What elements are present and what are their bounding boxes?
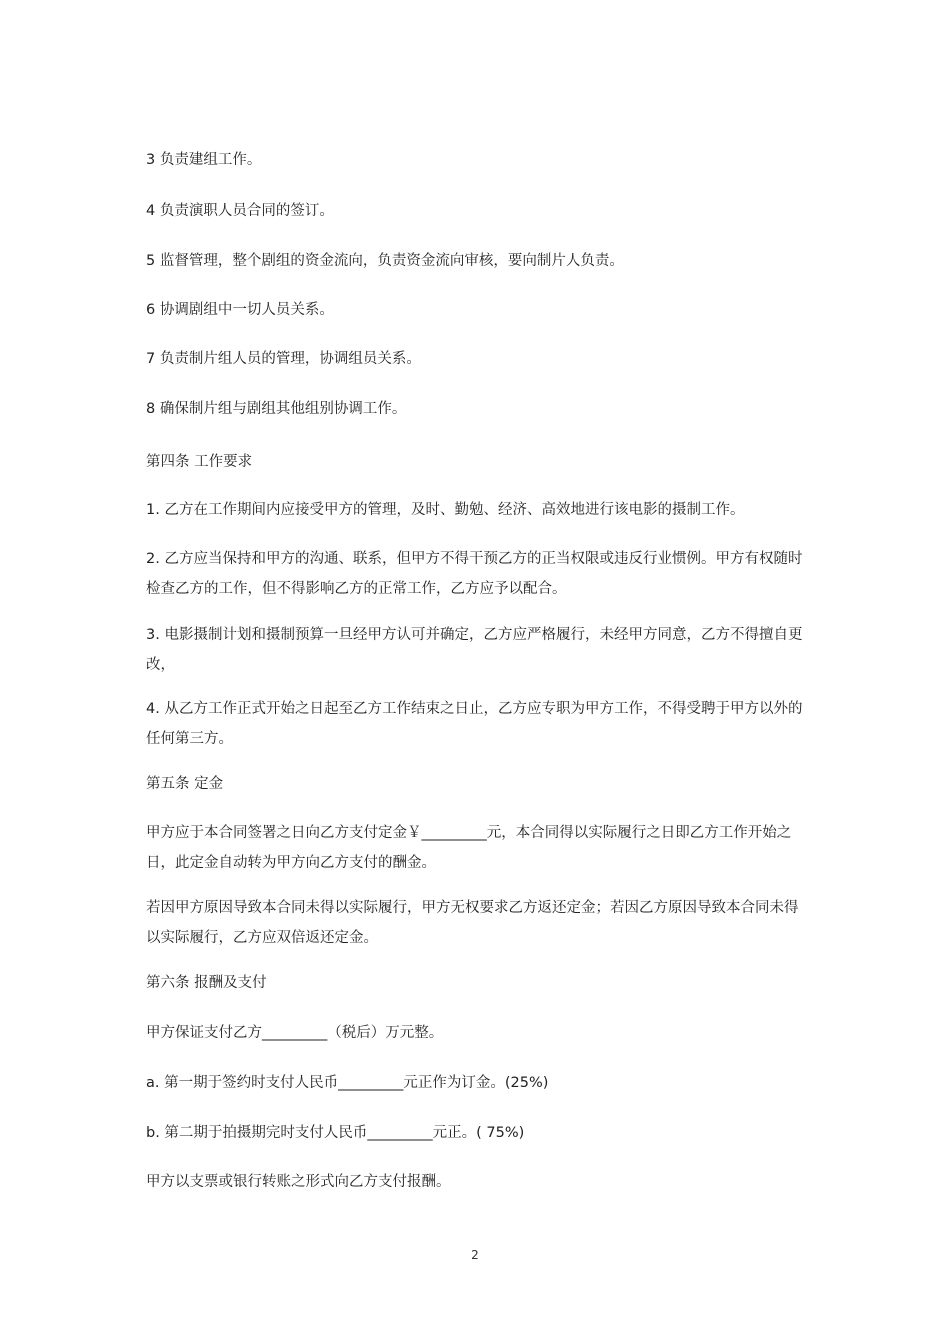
requirement-4: 4. 从乙方工作正式开始之日起至乙方工作结束之日止，乙方应专职为甲方工作，不得受聘于甲方以外的任何第三方。 [146,701,803,747]
section-heading-5: 第五条 定金 [146,776,224,792]
section-heading-6: 第六条 报酬及支付 [146,975,267,991]
page-number: 2 [471,1248,479,1262]
paragraph-item-3: 3 负责建组工作。 [146,152,262,168]
payment-total: 甲方保证支付乙方_________（税后）万元整。 [146,1025,444,1041]
payment-method: 甲方以支票或银行转账之形式向乙方支付报酬。 [146,1174,451,1190]
payment-second-installment: b. 第二期于拍摄期完时支付人民币_________元正。( 75%) [146,1125,525,1141]
paragraph-item-6: 6 协调剧组中一切人员关系。 [146,302,334,318]
requirement-3: 3. 电影摄制计划和摄制预算一旦经甲方认可并确定，乙方应严格履行，未经甲方同意，乙方不得擅自更改， [146,627,803,673]
paragraph-item-5: 5 监督管理，整个剧组的资金流向，负责资金流向审核，要向制片人负责。 [146,253,624,269]
requirement-2: 2. 乙方应当保持和甲方的沟通、联系，但甲方不得干预乙方的正当权限或违反行业惯例。甲方有权随时检查乙方的工作，但不得影响乙方的正常工作，乙方应予以配合。 [146,551,803,597]
paragraph-item-8: 8 确保制片组与剧组其他组别协调工作。 [146,401,407,417]
deposit-paragraph: 甲方应于本合同签署之日向乙方支付定金￥_________元，本合同得以实际履行之日即乙方工作开始之日，此定金自动转为甲方向乙方支付的酬金。 [146,825,792,871]
deposit-refund-paragraph: 若因甲方原因导致本合同未得以实际履行，甲方无权要求乙方返还定金；若因乙方原因导致本合同未得以实际履行，乙方应双倍返还定金。 [146,900,799,946]
paragraph-item-4: 4 负责演职人员合同的签订。 [146,203,334,219]
requirement-1: 1. 乙方在工作期间内应接受甲方的管理，及时、勤勉、经济、高效地进行该电影的摄制工作。 [146,502,745,518]
section-heading-4: 第四条 工作要求 [146,454,253,470]
paragraph-item-7: 7 负责制片组人员的管理，协调组员关系。 [146,351,421,367]
payment-first-installment: a. 第一期于签约时支付人民币_________元正作为订金。(25%) [146,1075,549,1091]
